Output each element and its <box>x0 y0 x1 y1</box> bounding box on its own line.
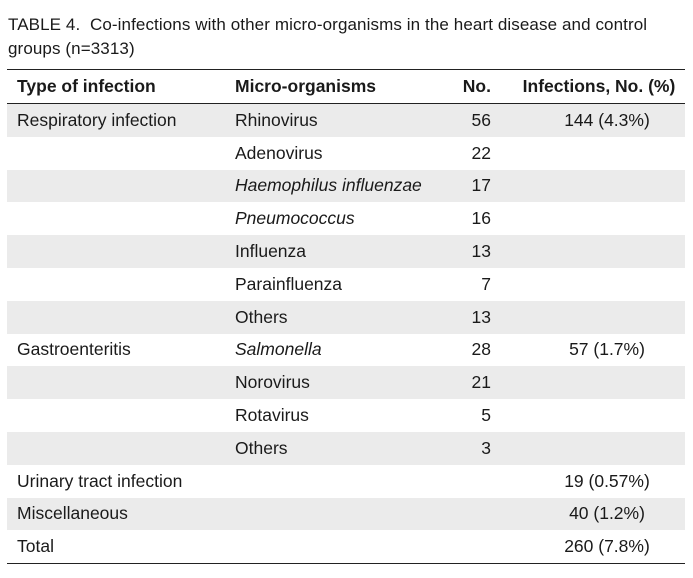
cell-infections: 40 (1.2%) <box>497 498 685 531</box>
cell-organism: Norovirus <box>225 366 435 399</box>
cell-type: Respiratory infection <box>7 104 225 137</box>
cell-no: 13 <box>435 235 497 268</box>
cell-organism: Adenovirus <box>235 142 323 163</box>
cell-type <box>7 202 225 235</box>
cell-infections <box>497 366 685 399</box>
table-row <box>7 235 685 268</box>
cell-no: 3 <box>435 432 497 465</box>
cell-infections: 144 (4.3%) <box>497 104 685 137</box>
cell-type <box>7 366 225 399</box>
cell-infections: 260 (7.8%) <box>564 536 650 557</box>
cell-organism: Influenza <box>225 235 435 268</box>
cell-organism: Rhinovirus <box>225 104 435 137</box>
table-row-total <box>7 530 685 563</box>
cell-infections <box>497 235 685 268</box>
cell-no: 28 <box>471 339 491 360</box>
table-row <box>7 137 685 170</box>
cell-type <box>7 399 225 432</box>
cell-type <box>7 170 225 203</box>
cell-organism: Pneumococcus <box>235 208 355 229</box>
table-row <box>7 432 685 465</box>
table-caption <box>8 13 688 61</box>
cell-infections: 19 (0.57%) <box>564 470 650 491</box>
cell-organism: Rotavirus <box>235 405 309 426</box>
header-row <box>7 70 685 104</box>
cell-infections <box>497 170 685 203</box>
cell-type <box>7 268 225 301</box>
cell-no: 13 <box>435 301 497 334</box>
table-row <box>7 170 685 203</box>
cell-organism <box>225 530 435 563</box>
cell-no <box>435 530 497 563</box>
table-row <box>7 366 685 399</box>
table-row <box>7 202 685 235</box>
table-header <box>7 70 685 104</box>
cell-type: Total <box>17 536 54 557</box>
cell-organism: Haemophilus influenzae <box>225 170 435 203</box>
table-row <box>7 399 685 432</box>
coinfection-table <box>7 69 685 564</box>
cell-type <box>7 137 225 170</box>
cell-type <box>7 432 225 465</box>
table-row <box>7 498 685 531</box>
table-row <box>7 104 685 137</box>
cell-no <box>435 465 497 498</box>
cell-no: 21 <box>435 366 497 399</box>
cell-no: 16 <box>471 208 491 229</box>
cell-no: 56 <box>435 104 497 137</box>
cell-infections <box>497 301 685 334</box>
table-row <box>7 465 685 498</box>
cell-type: Gastroenteritis <box>17 339 131 360</box>
cell-no: 17 <box>435 170 497 203</box>
cell-organism: Salmonella <box>235 339 322 360</box>
cell-infections <box>497 202 685 235</box>
header-organism: Micro-organisms <box>235 76 376 96</box>
header-no: No. <box>462 76 491 96</box>
cell-organism <box>225 498 435 531</box>
table-body <box>7 104 685 564</box>
cell-type <box>7 301 225 334</box>
cell-infections <box>497 268 685 301</box>
header-type: Type of infection <box>17 76 156 96</box>
table-title: Co-infections with other micro-organisms in the heart disease and control groups (n=3313) <box>8 15 648 58</box>
table-row <box>7 268 685 301</box>
cell-type: Miscellaneous <box>7 498 225 531</box>
cell-no: 22 <box>471 142 491 163</box>
cell-type: Urinary tract infection <box>17 470 183 491</box>
table-row <box>7 301 685 334</box>
cell-organism <box>225 465 435 498</box>
cell-no <box>435 498 497 531</box>
cell-infections <box>497 399 685 432</box>
table-row <box>7 334 685 367</box>
cell-organism: Others <box>225 301 435 334</box>
cell-organism: Parainfluenza <box>235 273 343 294</box>
cell-organism: Others <box>225 432 435 465</box>
table-number: TABLE 4. <box>8 15 81 34</box>
cell-no: 5 <box>481 405 491 426</box>
header-infections: Infections, No. (%) <box>522 76 676 96</box>
cell-infections <box>497 432 685 465</box>
cell-infections: 57 (1.7%) <box>569 339 645 360</box>
cell-type <box>7 235 225 268</box>
cell-no: 7 <box>481 273 491 294</box>
cell-infections <box>497 137 685 170</box>
